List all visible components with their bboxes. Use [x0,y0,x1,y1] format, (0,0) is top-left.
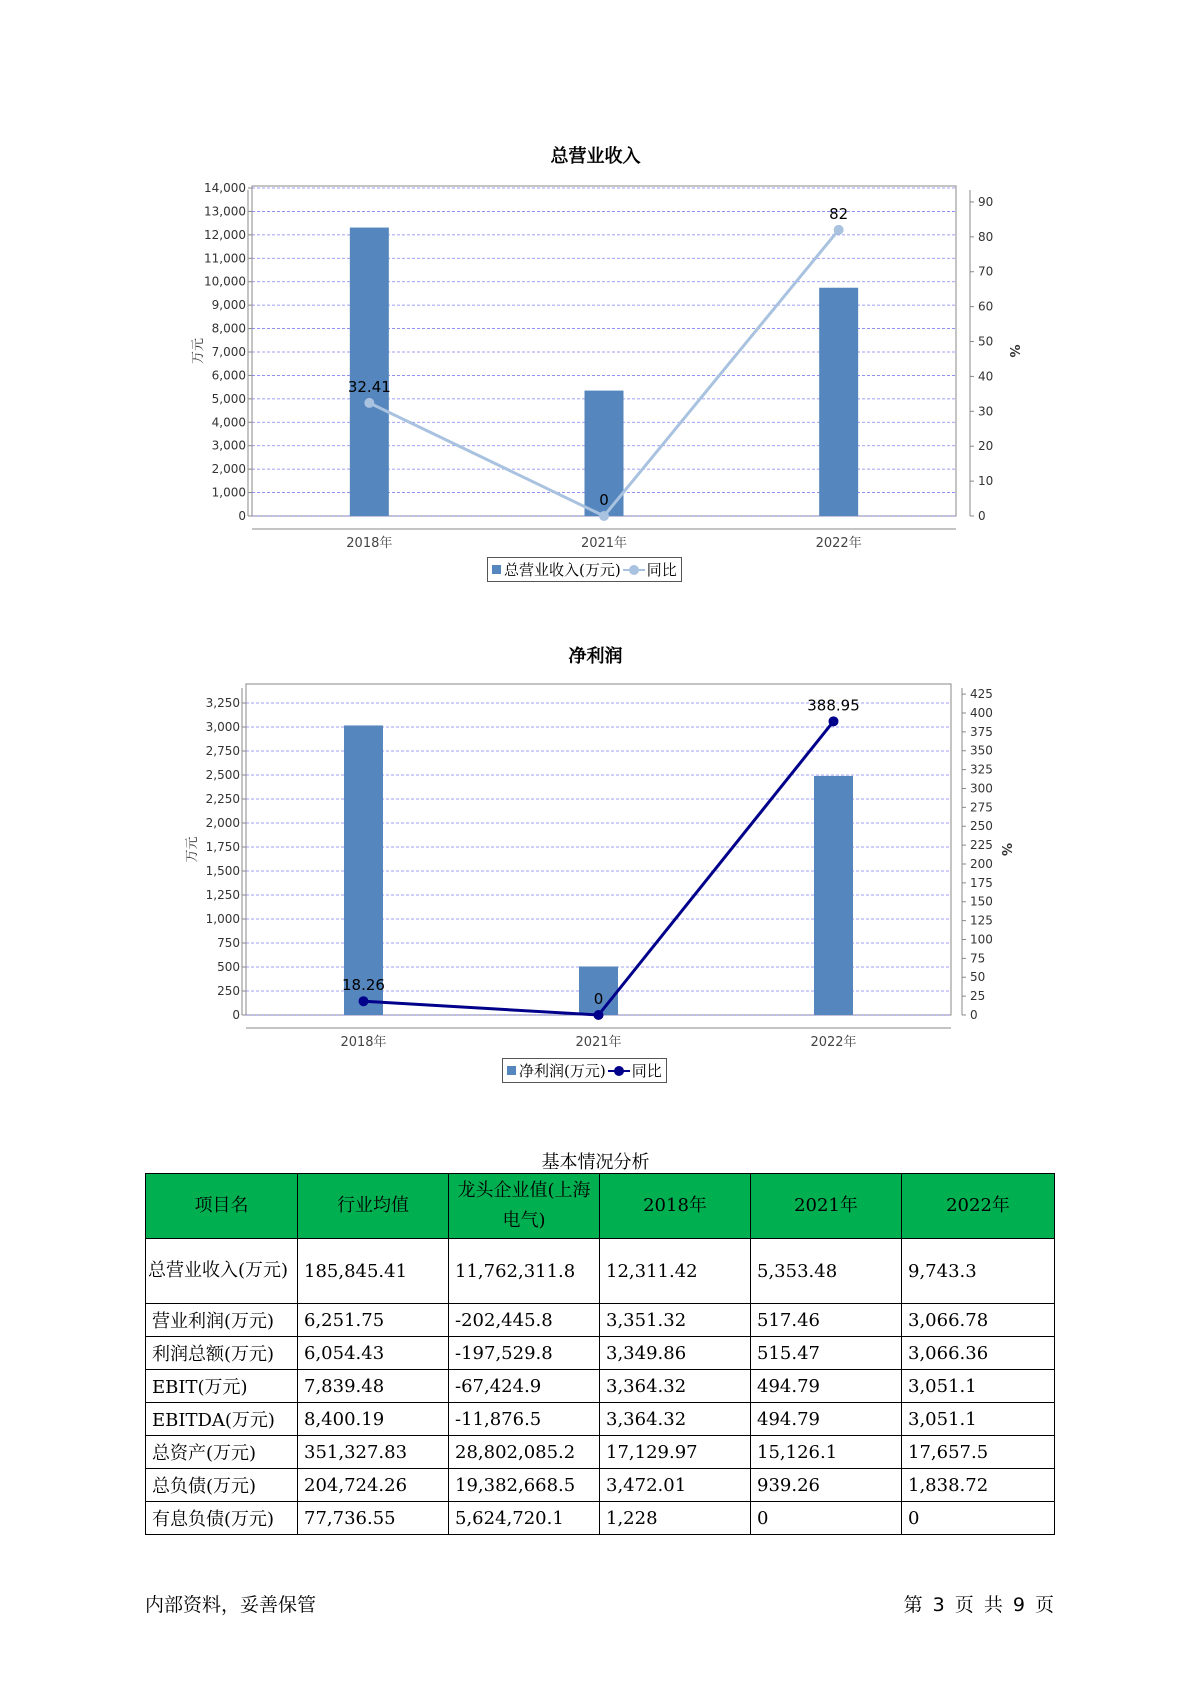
row-label-cell: 总资产(万元) [146,1436,298,1469]
table-cell: 5,624,720.1 [449,1502,600,1535]
y2-axis-label: % [998,842,1013,857]
y2-tick-label: 400 [970,705,993,720]
table-cell: 3,051.1 [902,1403,1055,1436]
table-cell: 515.47 [751,1337,902,1370]
y2-tick-label: 50 [970,970,986,985]
x-tick-label: 2021年 [580,536,628,551]
y-tick-label: 5,000 [211,391,246,406]
y-tick-label: 6,000 [211,368,246,383]
table-cell: 3,066.78 [902,1304,1055,1337]
table-cell: 17,129.97 [600,1436,751,1469]
y2-tick-label: 250 [970,819,993,834]
y-tick-label: 9,000 [211,298,246,313]
table-cell: 7,839.48 [298,1370,449,1403]
y-tick-label: 0 [232,1008,240,1022]
y-tick-label: 7,000 [211,345,246,359]
y2-tick-label: 30 [978,404,994,419]
header-leader-value: 龙头企业值(上海电气) [449,1174,600,1239]
y2-tick-label: 20 [978,439,994,454]
chart1-legend-line-label: 同比 [646,561,677,579]
row-label-cell: EBIT(万元) [146,1370,298,1403]
y2-tick-label: 50 [978,334,994,349]
table-cell: 3,472.01 [600,1469,751,1502]
y2-tick-label: 300 [970,781,993,796]
row-label-cell: 有息负债(万元) [146,1502,298,1535]
data-label: 18.26 [342,976,385,995]
y-tick-label: 13,000 [204,204,246,219]
table-cell: 0 [902,1502,1055,1535]
table-row [146,1403,1055,1436]
y-tick-label: 14,000 [204,181,246,195]
table-row [146,1337,1055,1370]
table-cell: 3,066.36 [902,1337,1055,1370]
y2-tick-label: 60 [978,299,994,314]
y-axis-label: 万元 [191,337,206,365]
table-row [146,1469,1055,1502]
header-item-name: 项目名 [146,1174,298,1239]
table-cell: 0 [751,1502,902,1535]
table-row [146,1370,1055,1403]
header-year-2022: 2022年 [902,1174,1055,1239]
table-cell: 12,311.42 [600,1239,751,1304]
y2-tick-label: 425 [970,687,993,702]
line-legend-swatch [608,1066,630,1076]
header-year-2021: 2021年 [751,1174,902,1239]
table-cell: 17,657.5 [902,1436,1055,1469]
y2-tick-label: 0 [978,509,986,523]
y-tick-label: 2,750 [205,744,240,758]
data-label: 32.41 [347,377,391,396]
chart2-title: 净利润 [568,646,623,667]
data-label: 0 [599,491,609,509]
table-cell: 1,838.72 [902,1469,1055,1502]
y-tick-label: 2,250 [205,792,240,806]
y-tick-label: 2,000 [211,462,246,477]
x-tick-label: 2018年 [346,536,393,551]
bar [344,725,383,1015]
table-row [146,1304,1055,1337]
y2-tick-label: 10 [978,474,994,489]
header-industry-average: 行业均值 [298,1174,449,1239]
table-cell: 11,762,311.8 [449,1239,600,1304]
chart2-legend-line-label: 同比 [631,1062,662,1080]
table-cell: 3,364.32 [600,1370,751,1403]
table-cell: 8,400.19 [298,1403,449,1436]
y-tick-label: 1,250 [205,888,240,902]
row-label-cell: 营业利润(万元) [146,1304,298,1337]
y-tick-label: 8,000 [211,321,246,336]
y2-tick-label: 90 [978,194,994,209]
y2-axis-label: % [1006,344,1021,358]
y2-tick-label: 100 [970,932,993,947]
header-year-2018: 2018年 [600,1174,751,1239]
line-point [829,716,839,726]
row-label-cell: 总营业收入(万元) [146,1239,298,1304]
table-cell: 19,382,668.5 [449,1469,600,1502]
y-tick-label: 1,000 [205,912,240,926]
y2-tick-label: 125 [970,913,993,928]
y-tick-label: 2,000 [205,816,240,830]
table-cell: 9,743.3 [902,1239,1055,1304]
y-tick-label: 1,000 [211,485,246,500]
table-cell: 5,353.48 [751,1239,902,1304]
bar [814,776,853,1015]
table-title: 基本情况分析 [541,1152,650,1173]
y-tick-label: 3,000 [205,720,240,734]
table-cell: 204,724.26 [298,1469,449,1502]
footer-page-number: 第 3 页 共 9 页 [903,1594,1054,1616]
row-label-cell: EBITDA(万元) [146,1403,298,1436]
table-cell: 3,351.32 [600,1304,751,1337]
table-cell: 28,802,085.2 [449,1436,600,1469]
line-point [594,1010,604,1020]
row-label-cell: 利润总额(万元) [146,1337,298,1370]
table-cell: 6,251.75 [298,1304,449,1337]
table-cell: 15,126.1 [751,1436,902,1469]
table-cell: 517.46 [751,1304,902,1337]
y-axis-label: 万元 [185,836,200,863]
y-tick-label: 1,750 [205,840,240,854]
footer-note: 内部资料，妥善保管 [145,1594,317,1616]
y-tick-label: 3,250 [205,696,240,710]
chart1-legend-bar-label: 总营业收入(万元) [504,561,621,579]
table-cell: 494.79 [751,1370,902,1403]
table-cell: 939.26 [751,1469,902,1502]
table-cell: -67,424.9 [449,1370,600,1403]
y-tick-label: 750 [217,936,240,950]
table-row [146,1436,1055,1469]
y-tick-label: 11,000 [204,251,246,266]
y-tick-label: 500 [217,960,240,974]
y2-tick-label: 70 [978,264,994,279]
y-tick-label: 250 [217,984,240,998]
table-cell: 185,845.41 [298,1239,449,1304]
table-cell: 6,054.43 [298,1337,449,1370]
table-header-row [146,1174,1055,1239]
y2-tick-label: 375 [970,724,993,739]
table-cell: -197,529.8 [449,1337,600,1370]
table-cell: -202,445.8 [449,1304,600,1337]
y-tick-label: 3,000 [211,438,246,453]
table-cell: 351,327.83 [298,1436,449,1469]
y-tick-label: 10,000 [204,274,246,289]
table-cell: 3,364.32 [600,1403,751,1436]
row-label-cell: 总负债(万元) [146,1469,298,1502]
y-tick-label: 12,000 [204,227,246,242]
table-row [146,1502,1055,1535]
table-cell: 1,228 [600,1502,751,1535]
table-cell: 3,051.1 [902,1370,1055,1403]
data-label: 388.95 [807,696,860,715]
line-point [359,996,369,1006]
y2-tick-label: 175 [970,875,993,890]
x-tick-label: 2022年 [815,536,862,551]
chart2-legend [502,1058,667,1083]
y-tick-label: 1,500 [205,864,240,878]
y-tick-label: 4,000 [211,415,246,430]
y2-tick-label: 75 [970,951,986,966]
y2-tick-label: 40 [978,369,994,384]
y2-tick-label: 150 [970,894,993,909]
table-cell: -11,876.5 [449,1403,600,1436]
data-label: 82 [829,204,849,223]
x-tick-label: 2022年 [810,1035,857,1050]
y2-tick-label: 350 [970,743,993,758]
y2-tick-label: 275 [970,800,993,815]
y-tick-label: 0 [238,509,246,523]
table-row [146,1239,1055,1304]
table-cell: 3,349.86 [600,1337,751,1370]
y2-tick-label: 80 [978,229,994,244]
y2-tick-label: 0 [970,1008,978,1022]
y2-tick-label: 200 [970,856,993,871]
chart1-title: 总营业收入 [550,146,641,167]
y2-tick-label: 325 [970,762,993,777]
basic-analysis-table [145,1173,1055,1535]
bar-legend-swatch [507,1066,516,1075]
data-label: 0 [593,990,604,1008]
table-cell: 494.79 [751,1403,902,1436]
y-tick-label: 2,500 [205,768,240,782]
chart2-legend-bar-label: 净利润(万元) [519,1062,606,1080]
table-cell: 77,736.55 [298,1502,449,1535]
y2-tick-label: 25 [970,989,986,1004]
y2-tick-label: 225 [970,838,993,853]
x-tick-label: 2018年 [340,1035,387,1050]
table-body [146,1239,1055,1535]
x-tick-label: 2021年 [575,1035,622,1050]
